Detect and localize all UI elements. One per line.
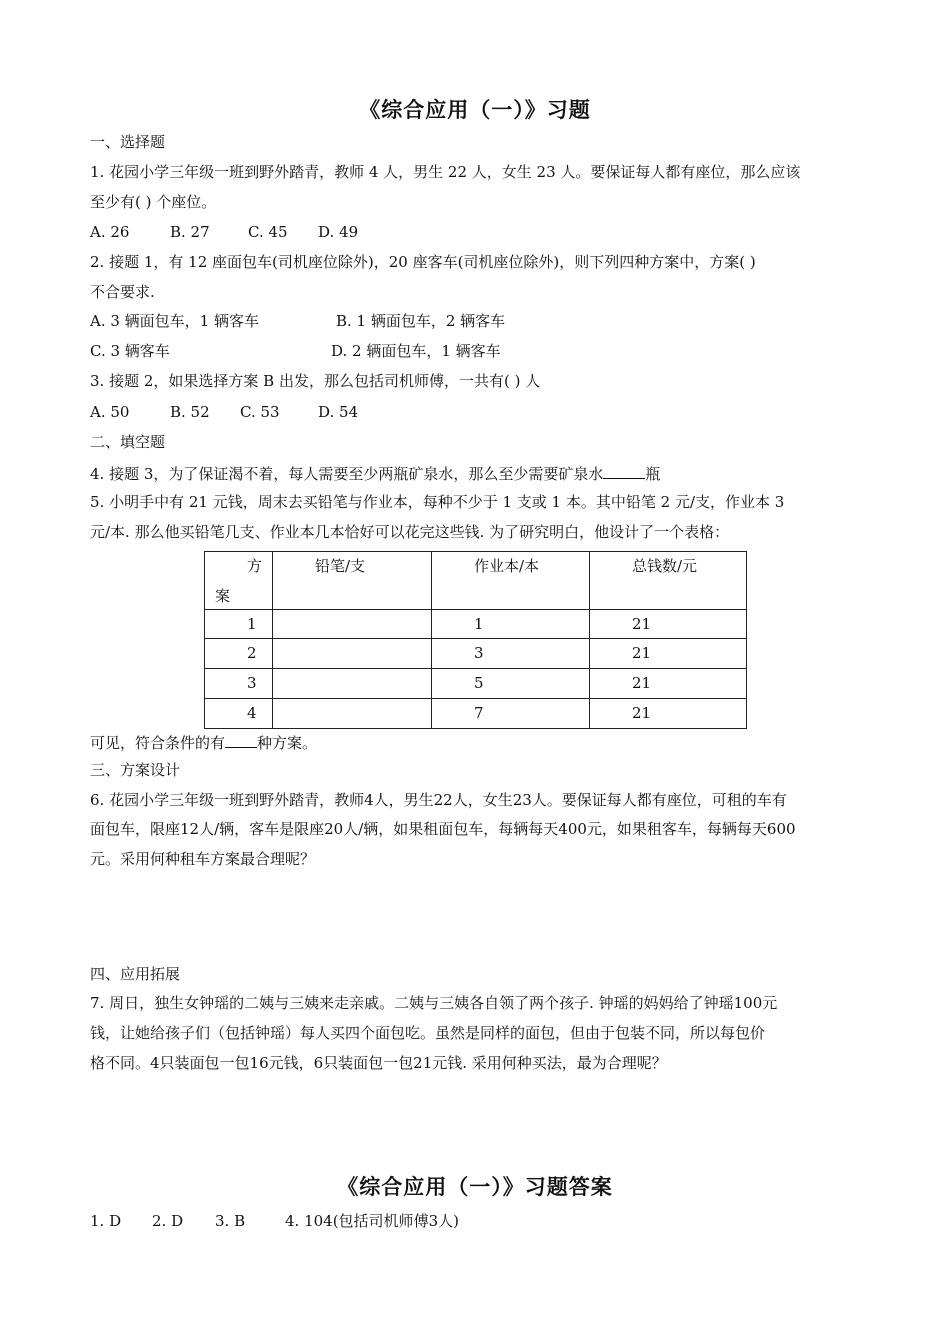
table-row [205, 610, 747, 639]
cell-pencil [273, 610, 432, 639]
section-heading-extension: 四、应用拓展 [90, 965, 181, 983]
cell-total: 21 [590, 669, 747, 699]
question-7-line-2: 钱，让她给孩子们（包括钟瑶）每人买四个面包吃。虽然是同样的面包，但由于包装不同，所以每包价 [90, 1024, 766, 1042]
question-7-line-3: 格不同。4只装面包一包16元钱，6只装面包一包21元钱. 采用何种买法，最为合理呢？ [90, 1054, 667, 1072]
table-header-row [205, 552, 747, 610]
cell-notebook: 5 [432, 669, 590, 699]
answer-blank [225, 731, 257, 748]
cell-plan: 1 [205, 610, 273, 639]
question-1-line-2: 至少有( ) 个座位。 [90, 193, 217, 211]
question-1-line-1: 1. 花园小学三年级一班到野外踏青，教师 4 人，男生 22 人，女生 23 人。要保证每人都有座位，那么应该 [90, 163, 801, 181]
cell-total: 21 [590, 639, 747, 669]
cell-pencil [273, 639, 432, 669]
question-2-line-2: 不合要求. [90, 283, 155, 301]
answer-blank [603, 462, 645, 479]
cell-plan: 4 [205, 699, 273, 729]
cell-notebook: 3 [432, 639, 590, 669]
option: B. 52 [170, 403, 210, 421]
cell-pencil [273, 669, 432, 699]
option: C. 53 [240, 403, 280, 421]
option: B. 27 [170, 223, 210, 241]
option: D. 49 [318, 223, 359, 241]
question-3-line-1: 3. 接题 2，如果选择方案 B 出发，那么包括司机师傅，一共有( ) 人 [90, 372, 541, 390]
header-plan-line-1: 方 [247, 557, 263, 575]
section-heading-choice: 一、选择题 [90, 133, 166, 151]
cell-total: 21 [590, 610, 747, 639]
question-5-line-1: 5. 小明手中有 21 元钱，周末去买铅笔与作业本，每种不少于 1 支或 1 本。其中铅笔 2 元/支，作业本 3 [90, 493, 785, 511]
question-7-line-1: 7. 周日，独生女钟瑶的二姨与三姨来走亲戚。二姨与三姨各自领了两个孩子. 钟瑶的妈妈给了钟瑶100元 [90, 994, 778, 1012]
question-5-line-2: 元/本. 那么他买铅笔几支、作业本几本恰好可以花完这些钱. 为了研究明白，他设计了一个表格： [90, 523, 730, 541]
question-6-line-2: 面包车，限座12人/辆，客车是限座20人/辆，如果租面包车，每辆每天400元，如果租客车，每辆每天600 [90, 820, 796, 838]
question-6-line-3: 元。采用何种租车方案最合理呢？ [90, 850, 316, 868]
table-row [205, 699, 747, 729]
answers-title: 《综合应用（一）》习题答案 [337, 1174, 613, 1199]
header-total: 总钱数/元 [590, 552, 747, 610]
answer-item: 4. 104(包括司机师傅3人) [285, 1212, 459, 1230]
question-5-conclusion [90, 731, 317, 753]
question-2-options-cd [90, 341, 501, 361]
option: A. 50 [90, 403, 130, 421]
option: A. 26 [90, 223, 130, 241]
option: C. 45 [248, 223, 288, 241]
cell-total: 21 [590, 699, 747, 729]
header-pencil: 铅笔/支 [273, 552, 432, 610]
section-heading-plan: 三、方案设计 [90, 761, 181, 779]
header-notebook: 作业本/本 [432, 552, 590, 610]
section-heading-fill: 二、填空题 [90, 433, 166, 451]
question-6-line-1: 6. 花园小学三年级一班到野外踏青，教师4人，男生22人，女生23人。要保证每人都有座位，可租的车有 [90, 791, 787, 809]
option: C. 3 辆客车 [90, 342, 170, 360]
question-4 [90, 462, 660, 484]
cell-plan: 2 [205, 639, 273, 669]
cell-notebook: 1 [432, 610, 590, 639]
plan-table [204, 551, 747, 729]
cell-plan: 3 [205, 669, 273, 699]
option: D. 2 辆面包车，1 辆客车 [331, 342, 501, 360]
answer-item: 2. D [152, 1212, 184, 1230]
question-5-conclusion-text: 可见，符合条件的有 [90, 734, 226, 752]
page-title: 《综合应用（一）》习题 [359, 97, 591, 122]
question-4-unit: 瓶 [645, 465, 661, 483]
cell-notebook: 7 [432, 699, 590, 729]
question-2-line-1: 2. 接题 1，有 12 座面包车(司机座位除外)，20 座客车(司机座位除外)，则下列四种方案中，方案( ) [90, 253, 756, 271]
header-plan-line-2: 案 [215, 587, 231, 605]
answer-item: 3. B [215, 1212, 246, 1230]
option: B. 1 辆面包车，2 辆客车 [336, 312, 506, 330]
table-row [205, 639, 747, 669]
question-2-options-ab [90, 311, 505, 331]
header-plan [205, 552, 273, 610]
question-3-options [90, 402, 358, 422]
answers-list [90, 1211, 459, 1231]
option: A. 3 辆面包车，1 辆客车 [90, 312, 259, 330]
option: D. 54 [318, 403, 359, 421]
question-1-options [90, 222, 358, 242]
question-4-text: 4. 接题 3，为了保证渴不着，每人需要至少两瓶矿泉水，那么至少需要矿泉水 [90, 465, 604, 483]
cell-pencil [273, 699, 432, 729]
question-5-conclusion-unit: 种方案。 [257, 734, 318, 752]
table-row [205, 669, 747, 699]
answer-item: 1. D [90, 1212, 122, 1230]
